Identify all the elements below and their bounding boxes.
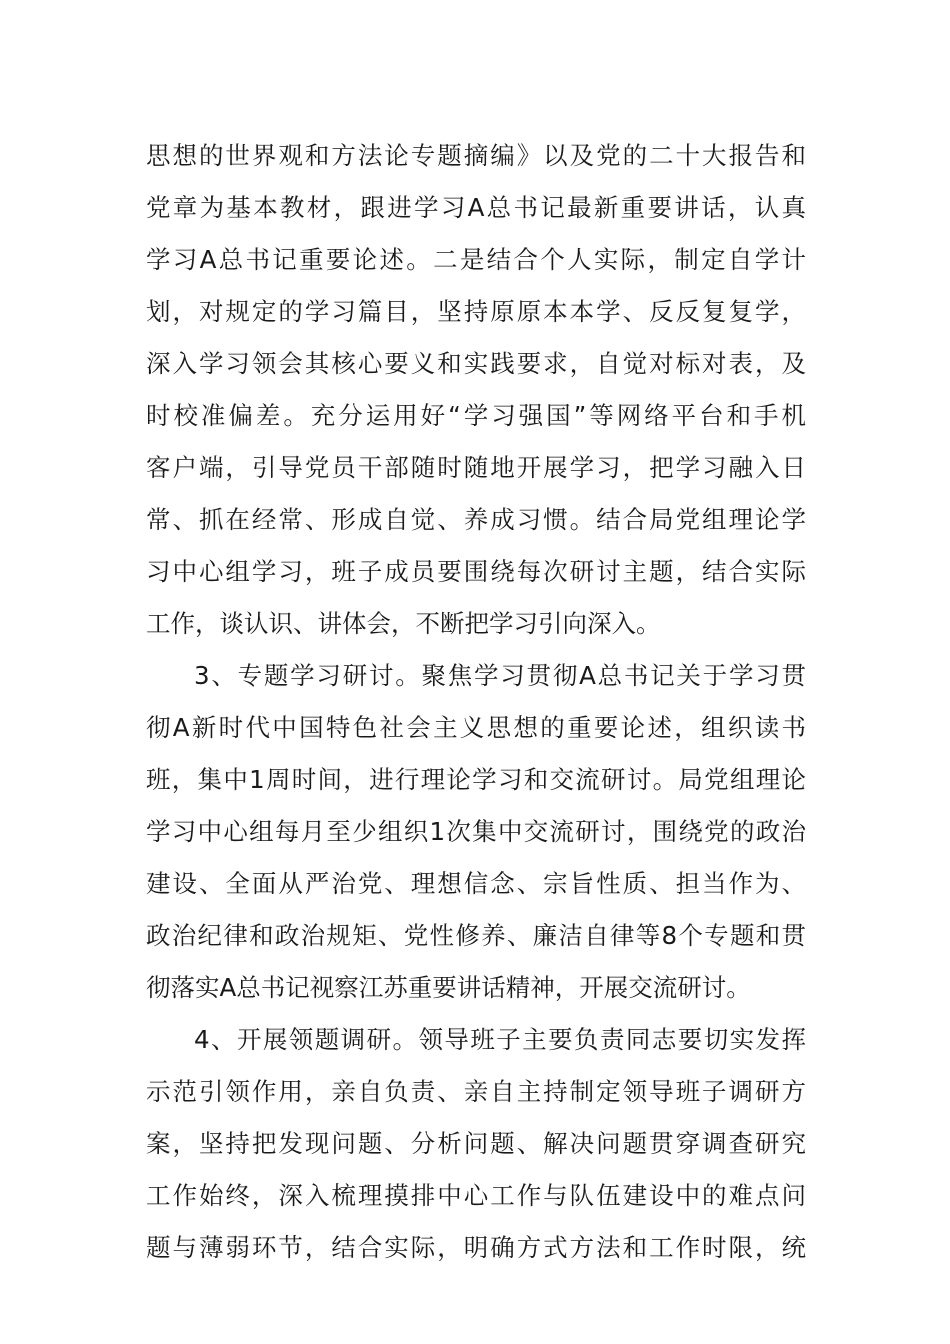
text-line: 班，集中1周时间，进行理论学习和交流研讨。局党组理论 <box>146 765 806 794</box>
text-line: 深入学习领会其核心要义和实践要求，自觉对标对表，及 <box>146 349 806 378</box>
text-line: 党章为基本教材，跟进学习A总书记最新重要讲话，认真 <box>146 193 806 222</box>
text-line: 建设、全面从严治党、理想信念、宗旨性质、担当作为、 <box>146 869 806 898</box>
text-line: 客户端，引导党员干部随时随地开展学习，把学习融入日 <box>146 453 806 482</box>
text-line: 彻落实A总书记视察江苏重要讲话精神，开展交流研讨。 <box>146 973 751 1002</box>
text-line: 学习A总书记重要论述。二是结合个人实际，制定自学计 <box>146 245 806 274</box>
text-line: 学习中心组每月至少组织1次集中交流研讨，围绕党的政治 <box>146 817 806 846</box>
text-line: 政治纪律和政治规矩、党性修养、廉洁自律等8个专题和贯 <box>146 921 806 950</box>
section-4-heading-line: 4、开展领题调研。领导班子主要负责同志要切实发挥 <box>194 1025 806 1054</box>
text-line: 案，坚持把发现问题、分析问题、解决问题贯穿调查研究 <box>146 1129 806 1158</box>
section-3-heading-line: 3、专题学习研讨。聚焦学习贯彻A总书记关于学习贯 <box>194 661 806 690</box>
text-line: 题与薄弱环节，结合实际，明确方式方法和工作时限，统 <box>146 1233 806 1262</box>
text-line: 彻A新时代中国特色社会主义思想的重要论述，组织读书 <box>146 713 806 742</box>
text-line: 划，对规定的学习篇目，坚持原原本本学、反反复复学， <box>146 297 806 326</box>
text-line: 常、抓在经常、形成自觉、养成习惯。结合局党组理论学 <box>146 505 806 534</box>
text-line: 工作，谈认识、讲体会，不断把学习引向深入。 <box>146 609 661 638</box>
text-line: 工作始终，深入梳理摸排中心工作与队伍建设中的难点问 <box>146 1181 806 1210</box>
text-line: 示范引领作用，亲自负责、亲自主持制定领导班子调研方 <box>146 1077 806 1106</box>
text-line: 习中心组学习，班子成员要围绕每次研讨主题，结合实际 <box>146 557 806 586</box>
text-line: 时校准偏差。充分运用好“学习强国”等网络平台和手机 <box>146 401 806 430</box>
text-line: 思想的世界观和方法论专题摘编》以及党的二十大报告和 <box>146 141 806 170</box>
